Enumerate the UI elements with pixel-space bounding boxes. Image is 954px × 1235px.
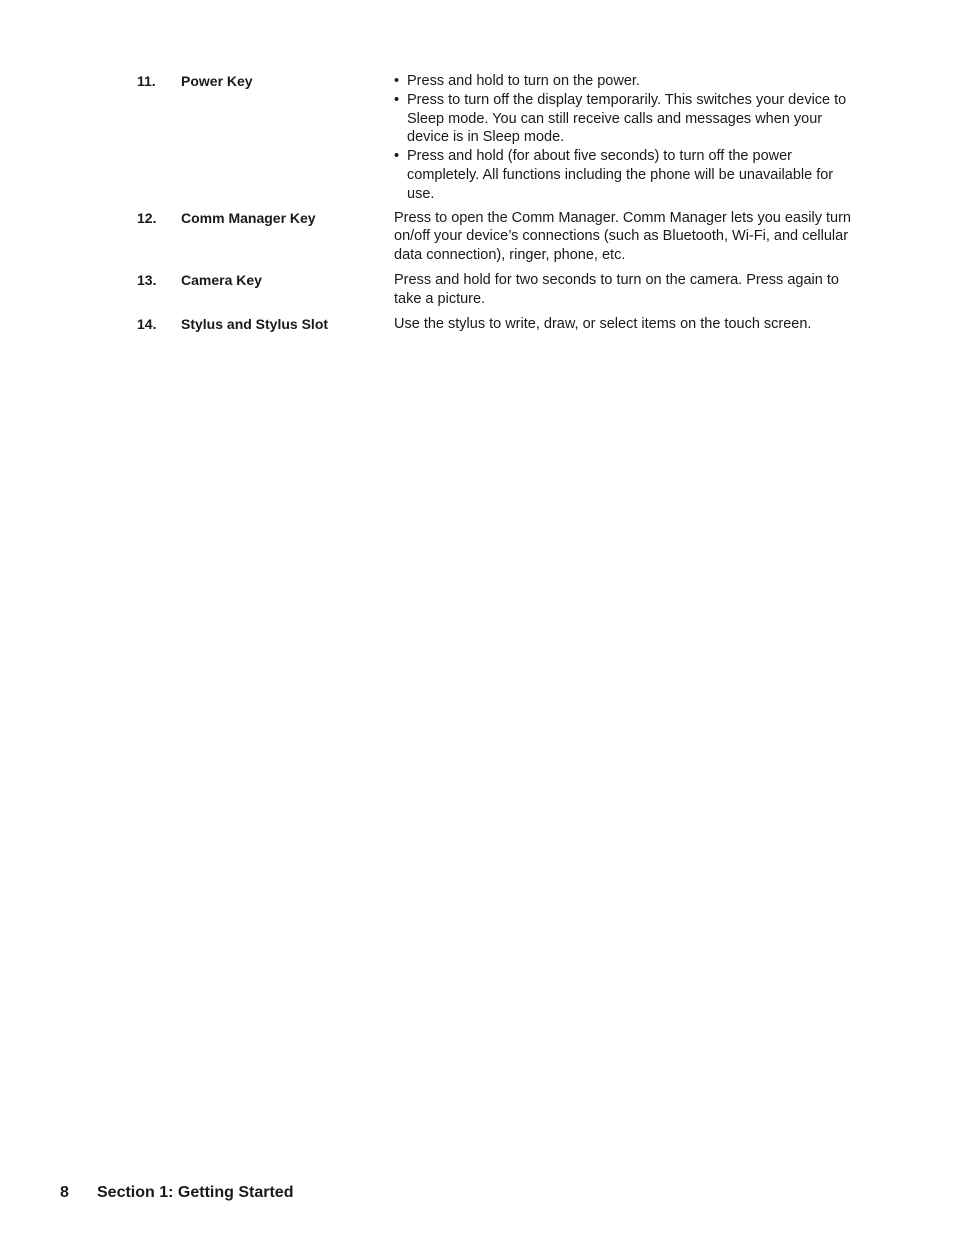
entry-name: Camera Key [181,271,262,288]
entry-name: Stylus and Stylus Slot [181,315,329,332]
entry-number: 11. [137,73,156,89]
bullet-glyph: • [394,148,400,165]
entry-description [394,271,857,309]
page-number: 8 [60,1184,69,1201]
entry-camera-key [137,271,857,309]
entry-name: Comm Manager Key [181,209,316,226]
description-text: Use the stylus to write, draw, or select items on the touch screen. [394,315,812,332]
section-title: Section 1: Getting Started [97,1184,294,1201]
entry-description [394,315,857,334]
bullet-item [394,91,857,147]
page-footer [60,1182,293,1204]
entry-description [394,72,857,204]
entry-name: Power Key [181,73,253,89]
bullet-item [394,72,857,91]
entry-power-key [137,72,857,204]
entry-number: 14. [137,315,157,332]
bullet-item [394,147,857,203]
bullet-text: Press and hold (for about five seconds) to turn off the power completely. All functions including the phone will be unavailable for use. [407,148,834,202]
entry-number: 13. [137,271,157,288]
entry-comm-manager-key [137,209,857,265]
entry-number: 12. [137,209,157,226]
bullet-text: Press and hold to turn on the power. [407,73,640,89]
bullet-text: Press to turn off the display temporarily. This switches your device to Sleep mode. You can still receive calls and messages when your device is in Sleep mode. [407,91,847,146]
bullet-list [394,72,857,204]
bullet-glyph: • [394,73,400,89]
bullet-glyph: • [394,91,400,108]
key-descriptions-table [137,72,857,333]
description-text: Press to open the Comm Manager. Comm Manager lets you easily turn on/off your device’s connections (such as Bluetooth, Wi-Fi, and cellular data connection), ringer, phone, etc. [394,209,851,264]
entry-description [394,209,857,265]
entry-stylus [137,315,857,334]
description-text: Press and hold for two seconds to turn on the camera. Press again to take a picture. [394,271,839,307]
